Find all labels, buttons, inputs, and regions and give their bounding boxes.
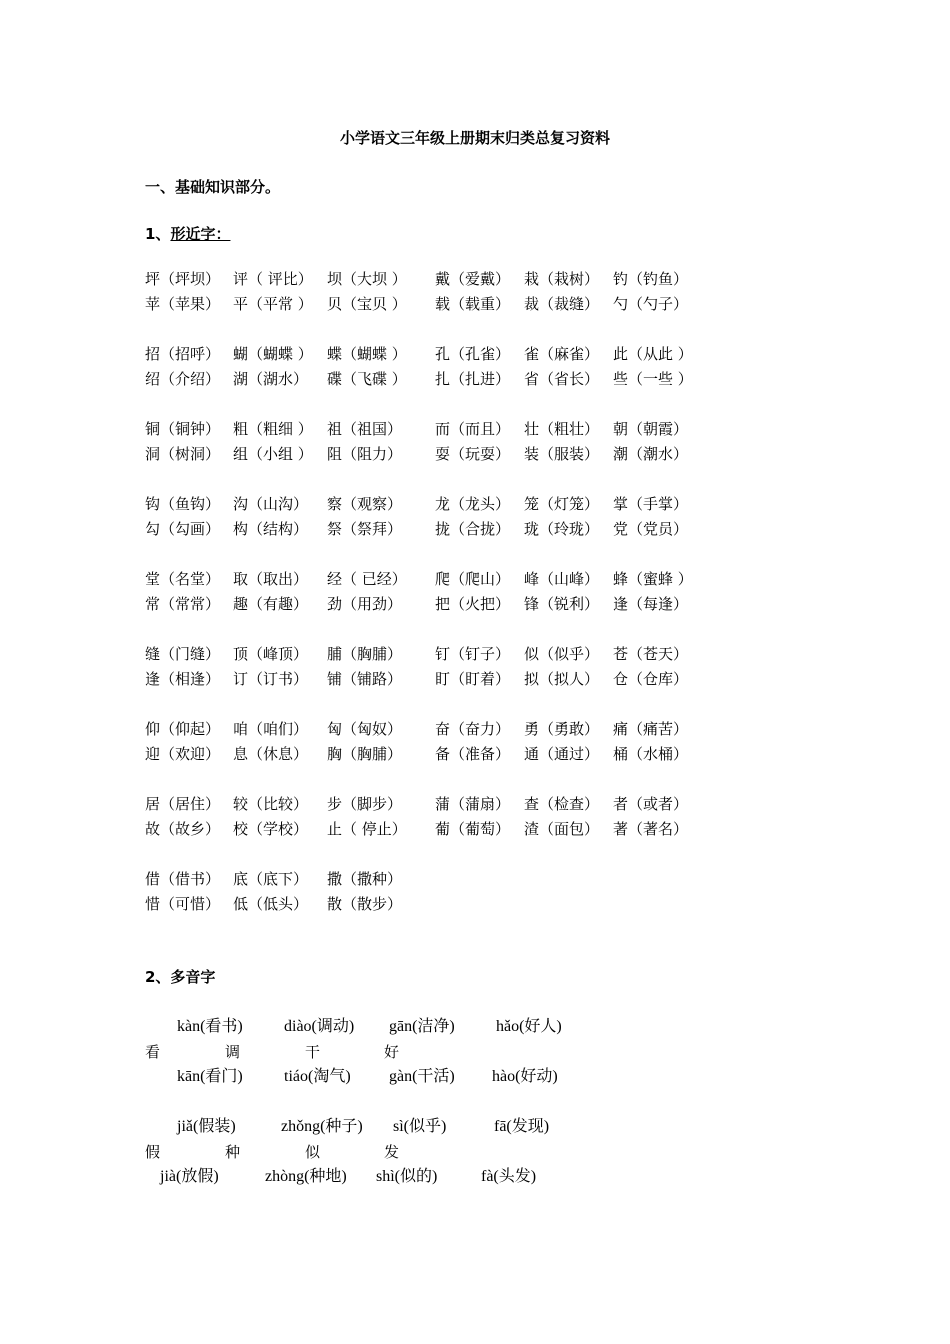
similar-char-entry: 勺（勺子）: [613, 295, 689, 313]
similar-char-entry: 爬（爬山）: [435, 570, 511, 588]
similar-char-entry: 趣（有趣）: [233, 595, 309, 613]
similar-char-entry: 蝴（蝴蝶 ）: [233, 345, 313, 363]
polyphone-reading: kān(看门): [177, 1068, 243, 1085]
similar-char-entry: 盯（盯着）: [435, 670, 511, 688]
similar-char-entry: 常（常常）: [145, 595, 221, 613]
polyphone-char: 种: [225, 1143, 241, 1161]
similar-char-entry: 党（党员）: [613, 520, 689, 538]
similar-char-entry: 耍（玩耍）: [435, 445, 511, 463]
polyphone-reading: tiáo(淘气): [284, 1068, 351, 1085]
similar-char-entry: 查（检查）: [524, 795, 600, 813]
polyphone-char: 似: [305, 1143, 321, 1161]
similar-char-entry: 备（准备）: [435, 745, 511, 763]
similar-char-entry: 祭（祭拜）: [327, 520, 403, 538]
similar-char-entry: 戴（爱戴）: [435, 270, 511, 288]
similar-char-entry: 壮（粗壮）: [524, 420, 600, 438]
similar-char-entry: 借（借书）: [145, 870, 221, 888]
similar-char-entry: 居（居住）: [145, 795, 221, 813]
polyphone-reading: zhòng(种地): [265, 1168, 347, 1185]
similar-char-entry: 逢（每逢）: [613, 595, 689, 613]
similar-char-entry: 钉（钉子）: [435, 645, 511, 663]
polyphone-reading: diào(调动): [284, 1018, 355, 1035]
similar-char-entry: 蜂（蜜蜂 ）: [613, 570, 693, 588]
similar-char-entry: 勇（勇敢）: [524, 720, 600, 738]
polyphone-reading: sì(似乎): [393, 1118, 447, 1135]
polyphone-reading: zhǒng(种子): [281, 1118, 363, 1135]
similar-char-entry: 铜（铜钟）: [145, 420, 221, 438]
subsection-label: 形近字：: [170, 225, 231, 243]
similar-char-entry: 渣（面包）: [524, 820, 600, 838]
similar-char-entry: 载（载重）: [435, 295, 511, 313]
similar-char-entry: 仰（仰起）: [145, 720, 221, 738]
polyphone-reading: hǎo(好人): [496, 1018, 562, 1035]
similar-char-entry: 息（休息）: [233, 745, 309, 763]
similar-char-entry: 平（平常 ）: [233, 295, 313, 313]
similar-char-entry: 仓（仓库）: [613, 670, 689, 688]
similar-char-entry: 订（订书）: [233, 670, 309, 688]
similar-char-entry: 拢（合拢）: [435, 520, 511, 538]
similar-char-entry: 笼（灯笼）: [524, 495, 600, 513]
similar-char-entry: 组（小组 ）: [233, 445, 313, 463]
polyphone-char: 假: [145, 1143, 161, 1161]
similar-char-entry: 蒲（蒲扇）: [435, 795, 511, 813]
similar-char-entry: 著（著名）: [613, 820, 689, 838]
subsection-heading-similar-chars: [145, 224, 230, 244]
similar-char-entry: 潮（潮水）: [613, 445, 689, 463]
polyphone-reading: jiǎ(假装): [177, 1118, 236, 1135]
similar-char-entry: 招（招呼）: [145, 345, 221, 363]
similar-char-entry: 湖（湖水）: [233, 370, 309, 388]
polyphone-reading: fà(头发): [481, 1168, 537, 1185]
similar-char-entry: 劲（用劲）: [327, 595, 403, 613]
similar-char-entry: 孔（孔雀）: [435, 345, 511, 363]
page-title: 小学语文三年级上册期末归类总复习资料: [339, 129, 610, 147]
similar-char-entry: 步（脚步）: [327, 795, 403, 813]
similar-char-entry: 装（服装）: [524, 445, 600, 463]
similar-char-entry: 些（一些 ）: [613, 370, 693, 388]
similar-char-entry: 拟（拟人）: [524, 670, 600, 688]
similar-char-entry: 惜（可惜）: [145, 895, 221, 913]
polyphone-char: 调: [225, 1043, 241, 1061]
similar-char-entry: 经（ 已经）: [327, 570, 407, 588]
similar-char-entry: 绍（介绍）: [145, 370, 221, 388]
similar-char-entry: 苹（苹果）: [145, 295, 221, 313]
similar-char-entry: 评（ 评比）: [233, 270, 313, 288]
similar-char-entry: 珑（玲珑）: [524, 520, 600, 538]
polyphone-reading: jià(放假): [160, 1168, 219, 1185]
polyphone-reading: hào(好动): [492, 1068, 558, 1085]
similar-char-entry: 裁（裁缝）: [524, 295, 600, 313]
polyphone-reading: kàn(看书): [177, 1018, 243, 1035]
similar-char-entry: 通（通过）: [524, 745, 600, 763]
similar-char-entry: 勾（勾画）: [145, 520, 221, 538]
similar-char-entry: 峰（山峰）: [524, 570, 600, 588]
similar-char-entry: 奋（奋力）: [435, 720, 511, 738]
similar-char-entry: 省（省长）: [524, 370, 600, 388]
similar-char-entry: 止（ 停止）: [327, 820, 407, 838]
similar-char-entry: 顶（峰顶）: [233, 645, 309, 663]
similar-char-entry: 逢（相逢）: [145, 670, 221, 688]
similar-char-entry: 龙（龙头）: [435, 495, 511, 513]
similar-char-entry: 桶（水桶）: [613, 745, 689, 763]
similar-char-entry: 阻（阻力）: [327, 445, 403, 463]
subsection-heading-polyphones: 2、多音字: [145, 968, 216, 986]
similar-char-entry: 堂（名堂）: [145, 570, 221, 588]
similar-char-entry: 贝（宝贝 ）: [327, 295, 407, 313]
similar-char-entry: 胸（胸脯）: [327, 745, 403, 763]
similar-char-entry: 苍（苍天）: [613, 645, 689, 663]
similar-char-entry: 较（比较）: [233, 795, 309, 813]
similar-char-entry: 脯（胸脯）: [327, 645, 403, 663]
similar-char-entry: 雀（麻雀）: [524, 345, 600, 363]
similar-char-entry: 者（或者）: [613, 795, 689, 813]
similar-char-entry: 缝（门缝）: [145, 645, 221, 663]
similar-char-entry: 把（火把）: [435, 595, 511, 613]
polyphone-reading: gān(洁净): [389, 1018, 455, 1035]
polyphone-reading: fā(发现): [494, 1118, 550, 1135]
similar-char-entry: 坝（大坝 ）: [327, 270, 407, 288]
similar-char-entry: 撒（撒种）: [327, 870, 403, 888]
similar-char-entry: 低（低头）: [233, 895, 309, 913]
polyphone-reading: gàn(干活): [389, 1068, 455, 1085]
similar-char-entry: 坪（坪坝）: [145, 270, 221, 288]
similar-char-entry: 此（从此 ）: [613, 345, 693, 363]
similar-char-entry: 锋（锐利）: [524, 595, 600, 613]
similar-char-entry: 底（底下）: [233, 870, 309, 888]
polyphone-reading: shì(似的): [376, 1168, 438, 1185]
polyphone-char: 发: [384, 1143, 400, 1161]
similar-char-entry: 迎（欢迎）: [145, 745, 221, 763]
similar-char-entry: 掌（手掌）: [613, 495, 689, 513]
similar-char-entry: 铺（铺路）: [327, 670, 403, 688]
similar-char-entry: 沟（山沟）: [233, 495, 309, 513]
similar-char-entry: 朝（朝霞）: [613, 420, 689, 438]
similar-char-entry: 而（而且）: [435, 420, 511, 438]
similar-char-entry: 构（结构）: [233, 520, 309, 538]
similar-char-entry: 察（观察）: [327, 495, 403, 513]
similar-char-entry: 故（故乡）: [145, 820, 221, 838]
polyphone-char: 看: [145, 1043, 161, 1061]
similar-char-entry: 痛（痛苦）: [613, 720, 689, 738]
similar-char-entry: 钩（鱼钩）: [145, 495, 221, 513]
similar-char-entry: 祖（祖国）: [327, 420, 403, 438]
section-heading: 一、基础知识部分。: [145, 178, 281, 196]
similar-char-entry: 洞（树洞）: [145, 445, 221, 463]
similar-char-entry: 取（取出）: [233, 570, 309, 588]
similar-char-entry: 校（学校）: [233, 820, 309, 838]
similar-char-entry: 扎（扎进）: [435, 370, 511, 388]
similar-char-entry: 似（似乎）: [524, 645, 600, 663]
similar-char-entry: 蝶（蝴蝶 ）: [327, 345, 407, 363]
similar-char-entry: 粗（粗细 ）: [233, 420, 313, 438]
subsection-number: 1、: [145, 225, 171, 243]
polyphone-char: 好: [384, 1043, 400, 1061]
similar-char-entry: 栽（栽树）: [524, 270, 600, 288]
polyphone-char: 干: [305, 1043, 321, 1061]
similar-char-entry: 葡（葡萄）: [435, 820, 511, 838]
similar-char-entry: 散（散步）: [327, 895, 403, 913]
similar-char-entry: 碟（飞碟 ）: [327, 370, 407, 388]
similar-char-entry: 咱（咱们）: [233, 720, 309, 738]
similar-char-entry: 匈（匈奴）: [327, 720, 403, 738]
similar-char-entry: 钓（钓鱼）: [613, 270, 689, 288]
